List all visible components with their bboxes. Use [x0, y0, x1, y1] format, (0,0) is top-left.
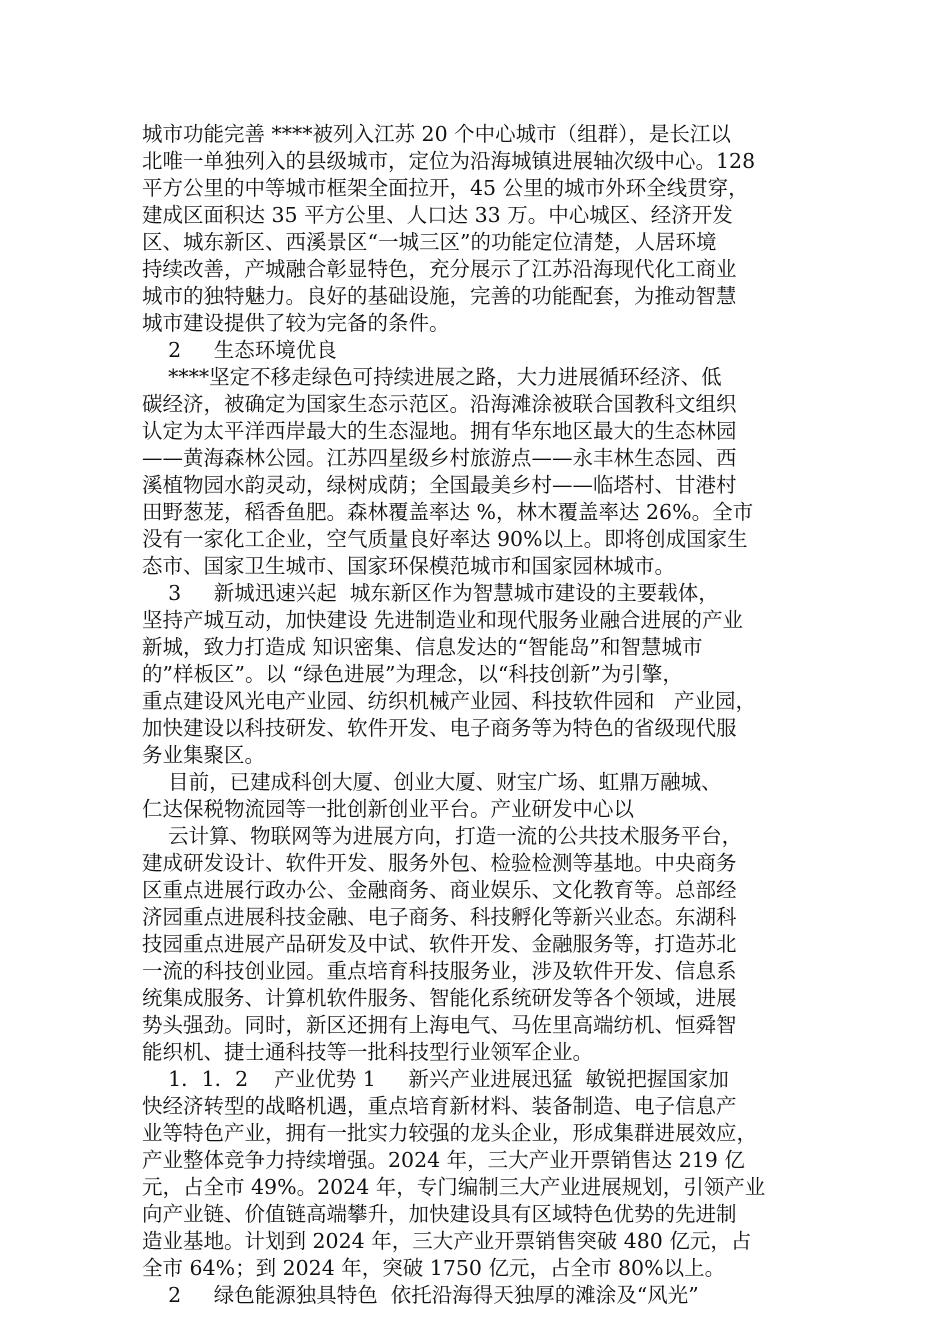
text-line: 持续改善，产城融合彰显特色，充分展示了江苏沿海现代化工商业 [142, 257, 737, 281]
text-line: 全市 64%；到 2024 年，突破 1750 亿元，占全市 80%以上。 [142, 1256, 726, 1280]
text-line: 溪植物园水韵灵动，绿树成荫；全国最美乡村——临塔村、甘港村 [142, 473, 737, 497]
text-line: 一流的科技创业园。重点培育科技服务业，涉及软件开发、信息系 [142, 959, 737, 983]
text-line: 仁达保税物流园等一批创新创业平台。产业研发中心以 [142, 797, 634, 821]
section-heading: 2 生态环境优良 [142, 338, 337, 362]
text-line: 城市的独特魅力。良好的基础设施，完善的功能配套，为推动智慧 [142, 284, 737, 308]
text-line: 城市建设提供了较为完备的条件。 [142, 311, 450, 335]
text-line: 田野葱茏，稻香鱼肥。森林覆盖率达 %，林木覆盖率达 26%。全市 [142, 500, 754, 524]
text-line: 产业整体竞争力持续增强。2024 年，三大产业开票销售达 219 亿 [142, 1148, 745, 1172]
text-line: 技园重点进展产品研发及中试、软件开发、金融服务等，打造苏北 [142, 932, 737, 956]
text-line: 元，占全市 49%。2024 年，专门编制三大产业进展规划，引领产业 [142, 1175, 766, 1199]
text-line: 能织机、捷士通科技等一批科技型行业领军企业。 [142, 1040, 593, 1064]
text-line: 向产业链、价值链高端攀升，加快建设具有区域特色优势的先进制 [142, 1202, 737, 1226]
text-line: 的”样板区”。以 “绿色进展”为理念，以“科技创新”为引擎， [142, 662, 683, 686]
text-line: 3 新城迅速兴起 城东新区作为智慧城市建设的主要载体， [142, 581, 719, 605]
text-line: 区、城东新区、西溪景区“一城三区”的功能定位清楚，人居环境 [142, 230, 717, 254]
text-line: 快经济转型的战略机遇，重点培育新材料、装备制造、电子信息产 [142, 1094, 737, 1118]
text-line: 建成区面积达 35 平方公里、人口达 33 万。中心城区、经济开发 [142, 203, 733, 227]
text-line: 区重点进展行政办公、金融商务、商业娱乐、文化教育等。总部经 [142, 878, 737, 902]
text-line: 2 绿色能源独具特色 依托沿海得天独厚的滩涂及“风光” [142, 1283, 699, 1307]
text-line: 新城，致力打造成 知识密集、信息发达的“智能岛”和智慧城市 [142, 635, 703, 659]
text-line: ****坚定不移走绿色可持续进展之路，大力进展循环经济、低 [142, 365, 722, 389]
text-line: 统集成服务、计算机软件服务、智能化系统研发等各个领域，进展 [142, 986, 737, 1010]
text-line: 认定为太平洋西岸最大的生态湿地。拥有华东地区最大的生态林园 [142, 419, 737, 443]
text-line: 目前，已建成科创大厦、创业大厦、财宝广场、虹鼎万融城、 [142, 770, 722, 794]
text-line: 云计算、物联网等为进展方向，打造一流的公共技术服务平台， [142, 824, 743, 848]
text-line: 平方公里的中等城市框架全面拉开，45 公里的城市外环全线贯穿， [142, 176, 749, 200]
text-line: 碳经济，被确定为国家生态示范区。沿海滩涂被联合国教科文组织 [142, 392, 737, 416]
text-line: 没有一家化工企业，空气质量良好率达 90%以上。即将创成国家生 [142, 527, 748, 551]
text-line: 造业基地。计划到 2024 年，三大产业开票销售突破 480 亿元，占 [142, 1229, 752, 1253]
text-line: 加快建设以科技研发、软件开发、电子商务等为特色的省级现代服 [142, 716, 737, 740]
text-line: 北唯一单独列入的县级城市，定位为沿海城镇进展轴次级中心。128 [142, 149, 756, 173]
text-line: 势头强劲。同时，新区还拥有上海电气、马佐里高端纺机、恒舜智 [142, 1013, 737, 1037]
text-line: 态市、国家卫生城市、国家环保模范城市和国家园林城市。 [142, 554, 675, 578]
text-line: 城市功能完善 ****被列入江苏 20 个中心城市（组群），是长江以 [142, 122, 731, 146]
text-line: 坚持产城互动，加快建设 先进制造业和现代服务业融合进展的产业 [142, 608, 744, 632]
text-line: 业等特色产业，拥有一批实力较强的龙头企业，形成集群进展效应， [142, 1121, 757, 1145]
text-line: 重点建设风光电产业园、纺织机械产业园、科技软件园和 产业园， [142, 689, 757, 713]
document-body [142, 121, 832, 1309]
text-line: ——黄海森林公园。江苏四星级乡村旅游点——永丰林生态园、西 [142, 446, 737, 470]
text-line: 济园重点进展科技金融、电子商务、科技孵化等新兴业态。东湖科 [142, 905, 737, 929]
text-line: 建成研发设计、软件开发、服务外包、检验检测等基地。中央商务 [142, 851, 737, 875]
section-heading: 1．1．2 产业优势 1 新兴产业进展迅猛 敏锐把握国家加 [142, 1067, 729, 1091]
text-line: 务业集聚区。 [142, 743, 265, 767]
